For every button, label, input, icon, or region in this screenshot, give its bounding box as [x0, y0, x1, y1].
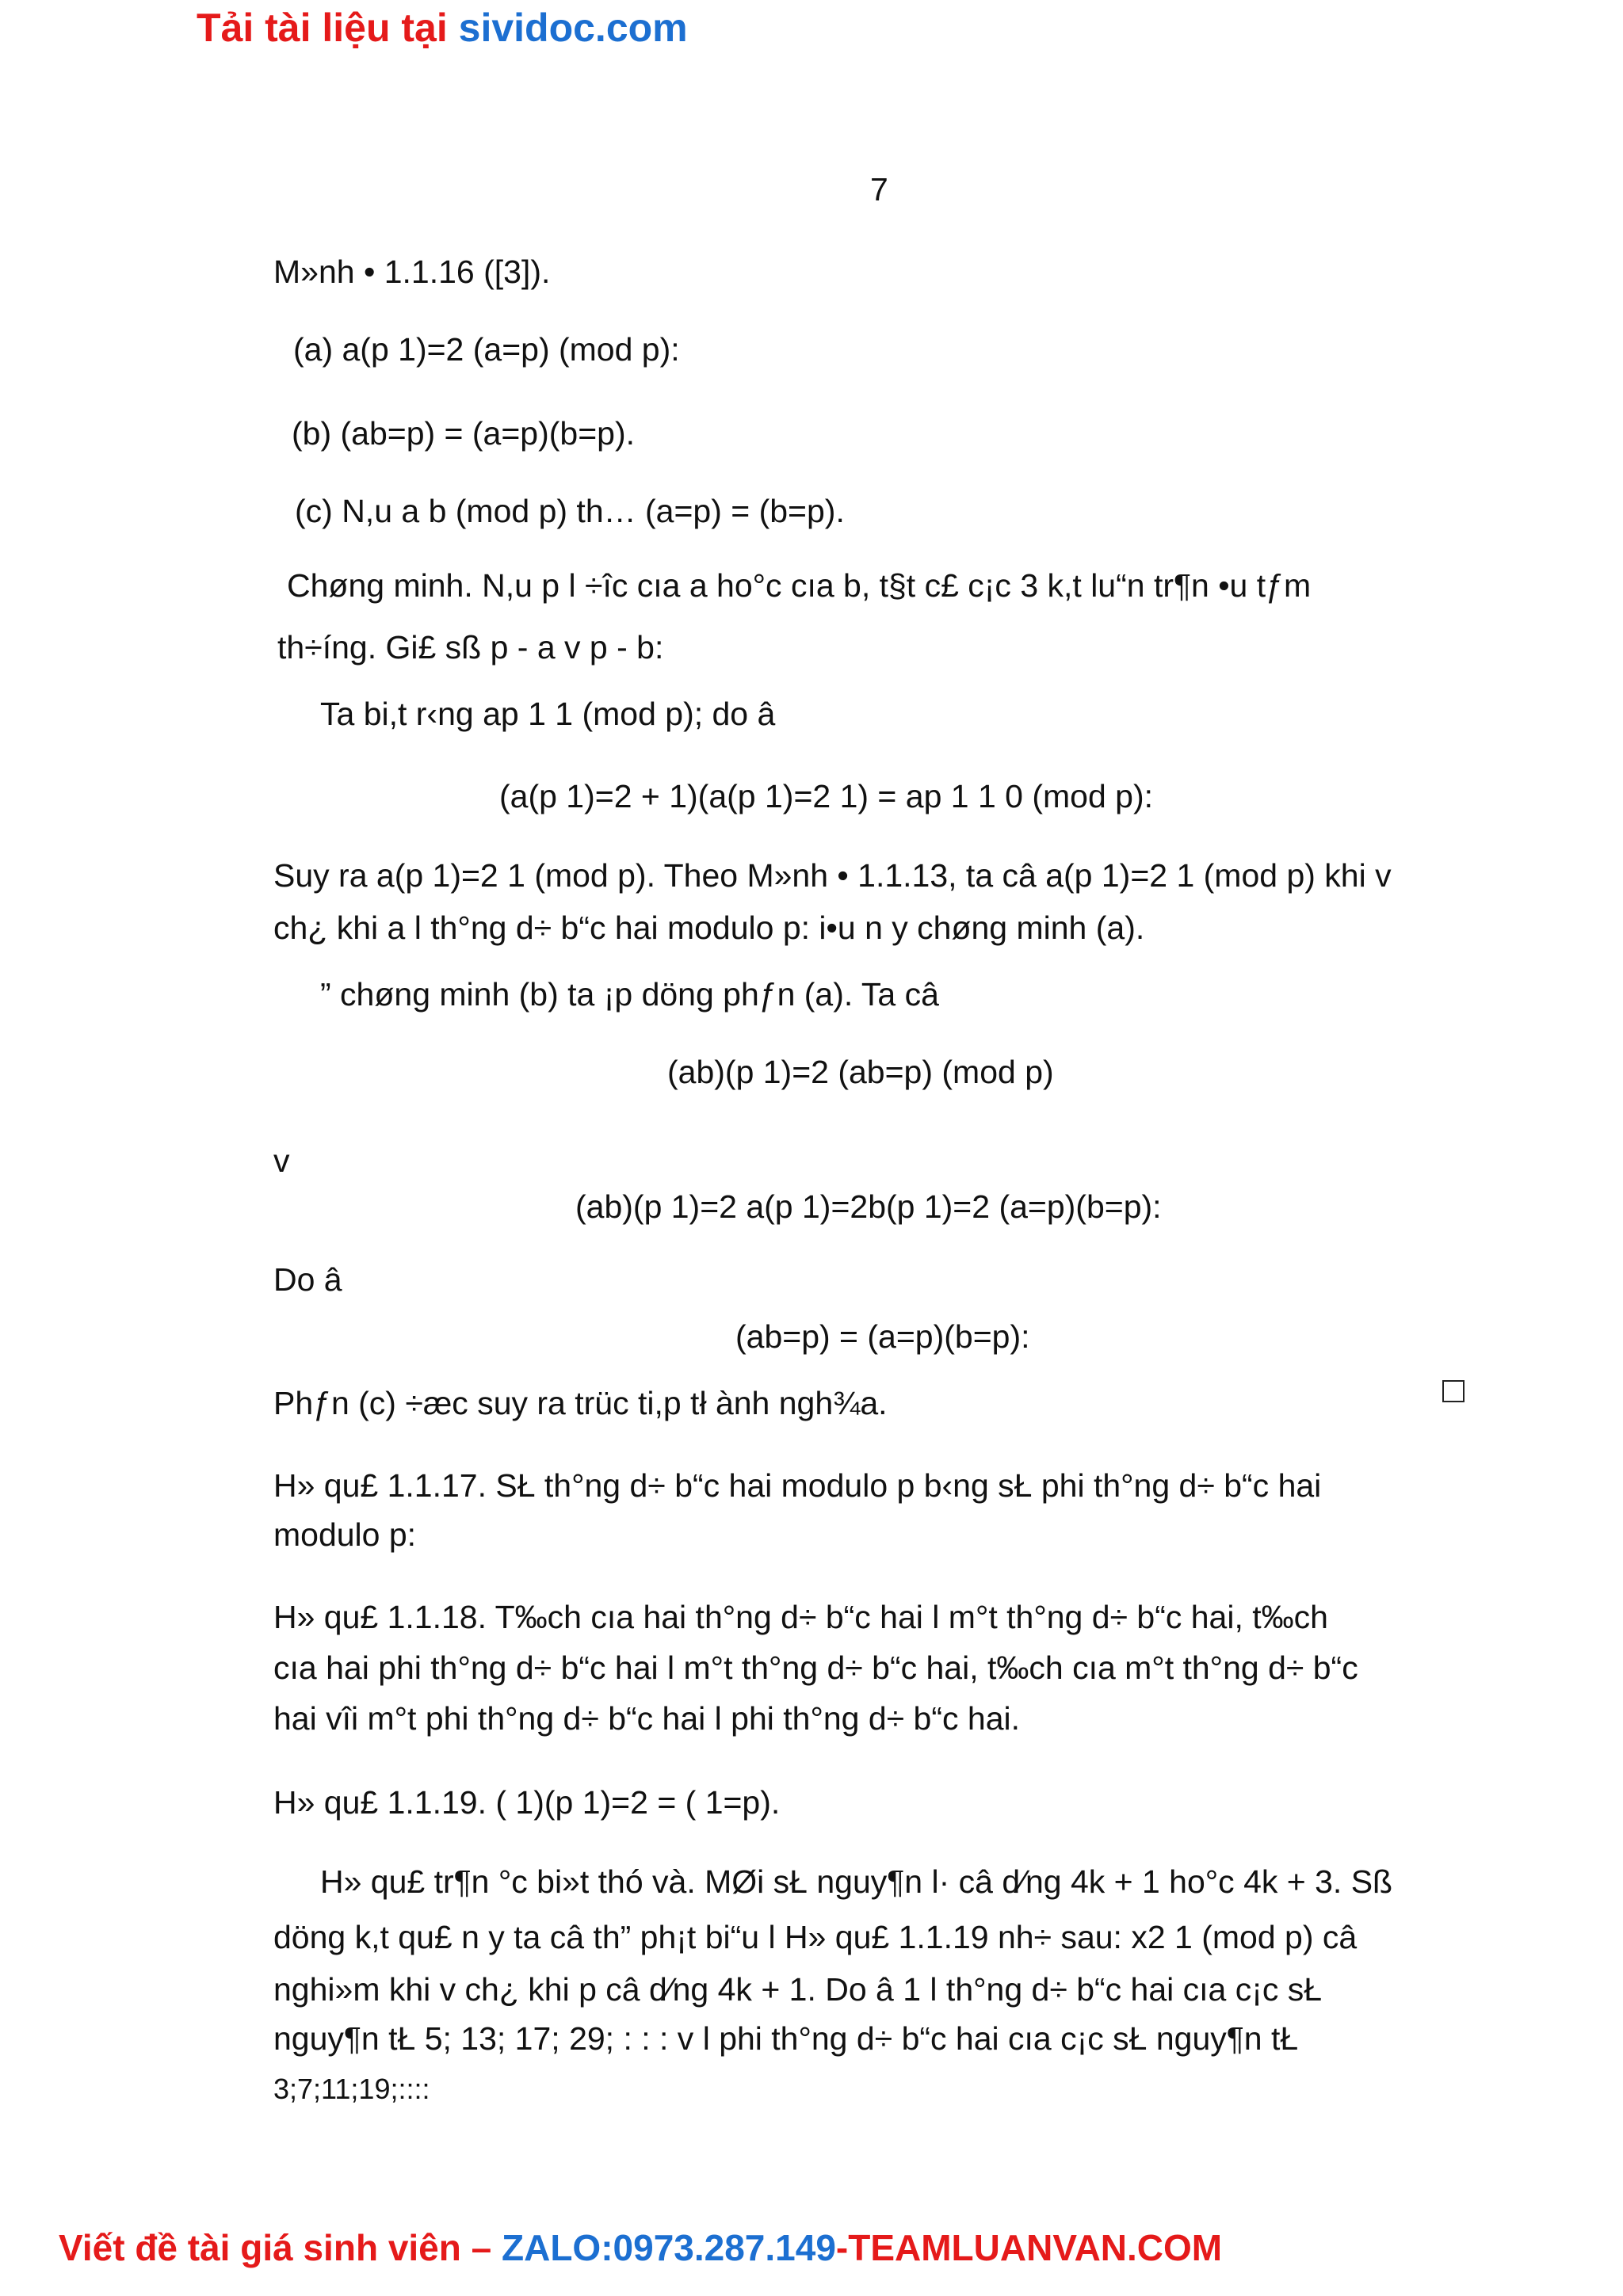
corollary-1118-line-2: cıa hai phi th°ng d÷ b“c hai l m°t th°ng d÷ b“c hai, t‰ch cıa m°t th°ng d÷ b“c: [273, 1650, 1358, 1686]
corollary-1118-line-1: H» qu£ 1.1.18. T‰ch cıa hai th°ng d÷ b“c hai l m°t th°ng d÷ b“c hai, t‰ch: [273, 1599, 1328, 1635]
page-number: 7: [870, 171, 888, 208]
download-banner: [197, 5, 688, 51]
equation-3: (ab)(p 1)=2 a(p 1)=2b(p 1)=2 (a=p)(b=p):: [575, 1188, 1162, 1225]
zalo-contact[interactable]: ZALO:0973.287.149: [502, 2227, 836, 2268]
proof-line-4: Suy ra a(p 1)=2 1 (mod p). Theo M»nh • 1.1.13, ta câ a(p 1)=2 1 (mod p) khi v: [273, 857, 1392, 894]
remark-line-4: nguy¶n tŁ 5; 13; 17; 29; : : : v l phi th°ng d÷ b“c hai cıa c¡c sŁ nguy¶n tŁ: [273, 2020, 1299, 2057]
corollary-1119: H» qu£ 1.1.19. ( 1)(p 1)=2 = ( 1=p).: [273, 1784, 781, 1821]
footer-banner: [59, 2226, 1222, 2269]
proof-line-2: th÷íng. Gi£ sß p - a v p - b:: [277, 629, 664, 666]
corollary-1117-line-2: modulo p:: [273, 1516, 417, 1553]
item-a: (a) a(p 1)=2 (a=p) (mod p):: [293, 331, 680, 368]
site-link[interactable]: sividoc.com: [458, 6, 688, 50]
banner-prefix: Tải tài liệu tại: [197, 6, 459, 50]
equation-4: (ab=p) = (a=p)(b=p):: [735, 1318, 1030, 1355]
proof-line-7: Phƒn (c) ÷æc suy ra trüc ti,p tł ành ngh¾a.: [273, 1385, 888, 1421]
equation-1: (a(p 1)=2 + 1)(a(p 1)=2 1) = ap 1 1 0 (mod p):: [499, 778, 1153, 814]
proof-line-5: ch¿ khi a l th°ng d÷ b“c hai modulo p: i•u n y chøng minh (a).: [273, 910, 1145, 946]
remark-line-1: H» qu£ tr¶n °c bi»t thó và. MØi sŁ nguy¶n l· câ d⁄ng 4k + 1 ho°c 4k + 3. Sß: [320, 1863, 1393, 1900]
conjunction-and: v: [273, 1142, 290, 1179]
proof-line-1: Chøng minh. N,u p l ÷îc cıa a ho°c cıa b, t§t c£ c¡c 3 k,t lu“n tr¶n •u tƒm: [287, 567, 1312, 604]
proposition-heading: M»nh • 1.1.16 ([3]).: [273, 254, 551, 290]
footer-text: Viết đề tài giá sinh viên –: [59, 2227, 502, 2268]
proof-line-6: ” chøng minh (b) ta ¡p döng phƒn (a). Ta câ: [320, 976, 939, 1013]
footer-site[interactable]: -TEAMLUANVAN.COM: [835, 2227, 1223, 2268]
therefore-text: Do â: [273, 1261, 342, 1298]
item-b: (b) (ab=p) = (a=p)(b=p).: [292, 415, 635, 452]
remark-line-3: nghi»m khi v ch¿ khi p câ d⁄ng 4k + 1. Do â 1 l th°ng d÷ b“c hai cıa c¡c sŁ: [273, 1971, 1323, 2008]
proof-line-3: Ta bi,t r‹ng ap 1 1 (mod p); do â: [320, 696, 776, 732]
remark-line-2: döng k,t qu£ n y ta câ th” ph¡t bi“u l H» qu£ 1.1.19 nh÷ sau: x2 1 (mod p) câ: [273, 1919, 1358, 1955]
qed-box: [1442, 1380, 1465, 1402]
corollary-1118-line-3: hai vîi m°t phi th°ng d÷ b“c hai l phi th°ng d÷ b“c hai.: [273, 1700, 1020, 1737]
equation-2: (ab)(p 1)=2 (ab=p) (mod p): [667, 1054, 1054, 1090]
item-c: (c) N,u a b (mod p) th… (a=p) = (b=p).: [295, 493, 845, 529]
remark-line-5: 3;7;11;19;::::: [273, 2073, 430, 2105]
corollary-1117-line-1: H» qu£ 1.1.17. SŁ th°ng d÷ b“c hai modulo p b‹ng sŁ phi th°ng d÷ b“c hai: [273, 1467, 1322, 1504]
